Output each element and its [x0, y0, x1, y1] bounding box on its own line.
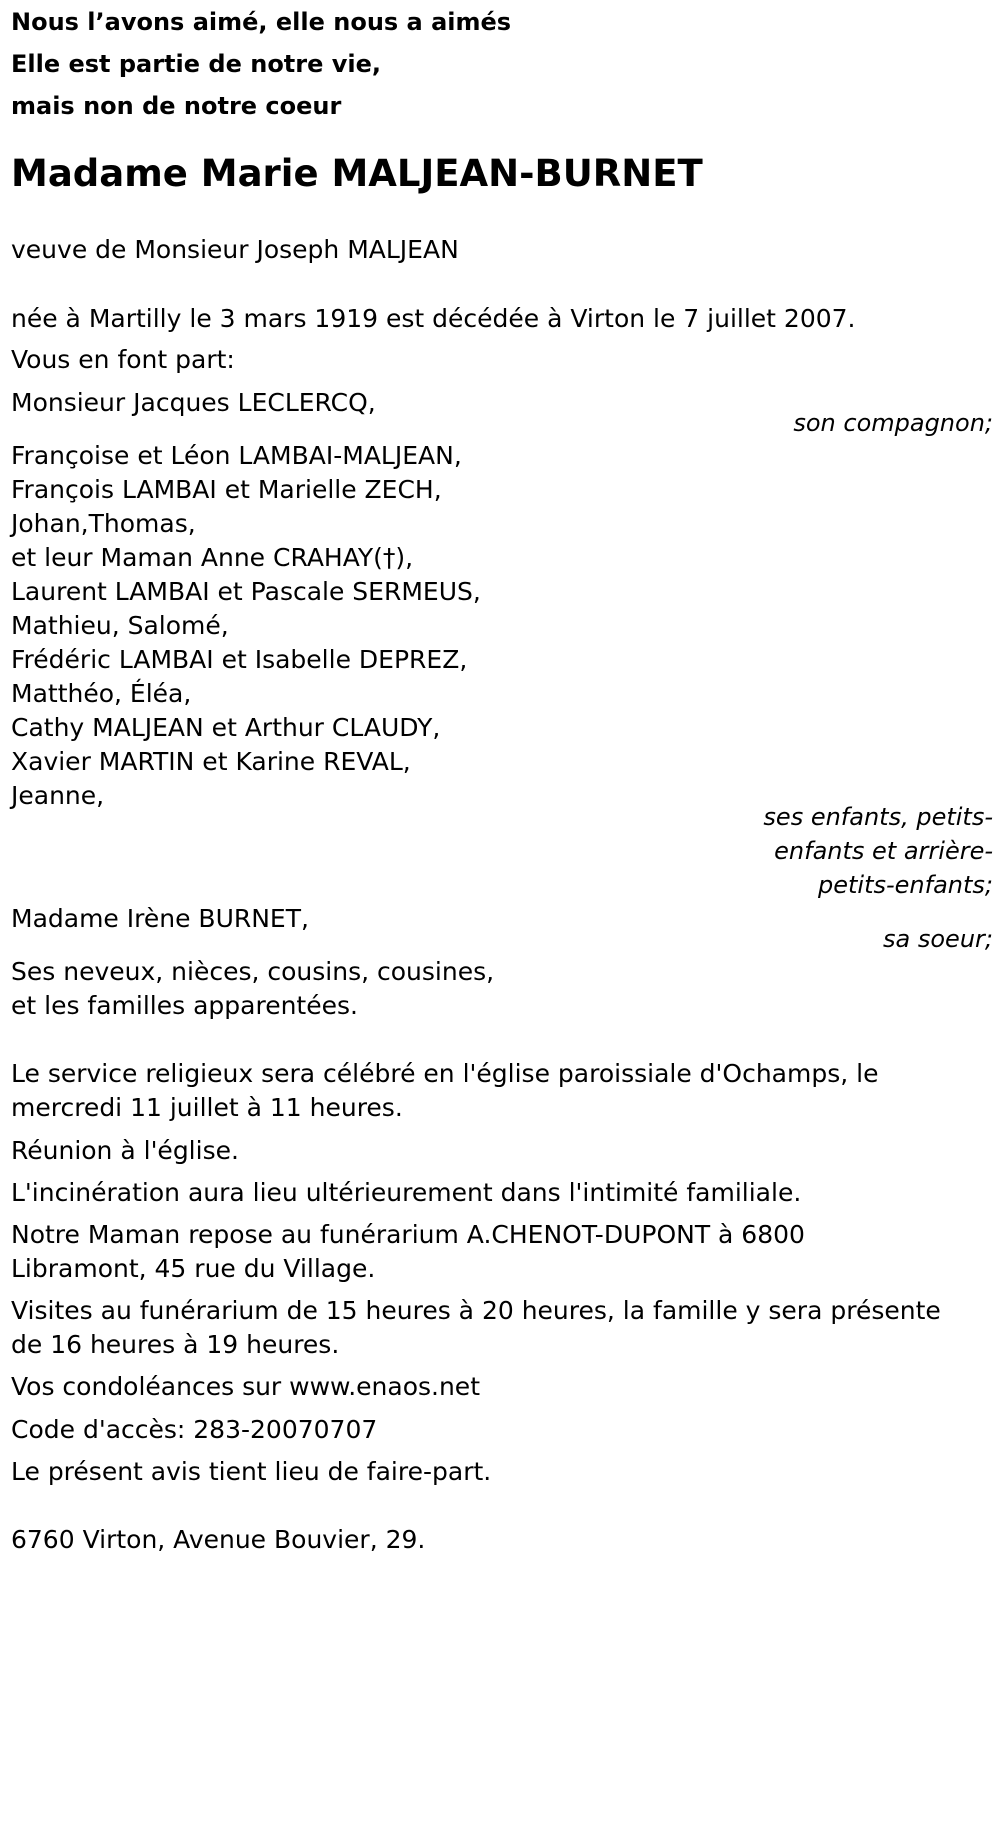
children-line: Laurent LAMBAI et Pascale SERMEUS, [11, 577, 481, 606]
children-line: Jeanne, [11, 781, 105, 810]
children-line: Xavier MARTIN et Karine REVAL, [11, 747, 411, 776]
epigraph-line-1: Nous l’avons aimé, elle nous a aimés [11, 8, 512, 36]
service-line-1: Le service religieux sera célébré en l'église paroissiale d'Ochamps, le [11, 1059, 879, 1088]
companion-name: Monsieur Jacques LECLERCQ, [11, 388, 376, 417]
companion-relation: son compagnon; [793, 409, 993, 437]
service-line-2: mercredi 11 juillet à 11 heures. [11, 1093, 403, 1122]
funeral-home-line-2: Libramont, 45 rue du Village. [11, 1254, 376, 1283]
epigraph-line-3: mais non de notre coeur [11, 92, 342, 120]
children-relation-line: ses enfants, petits- [763, 803, 993, 831]
deceased-name: Madame Marie MALJEAN-BURNET [11, 152, 703, 195]
funeral-home-line-1: Notre Maman repose au funérarium A.CHENOT-DUPONT à 6800 [11, 1220, 805, 1249]
meeting-line: Réunion à l'église. [11, 1136, 239, 1165]
access-code-line: Code d'accès: 283-20070707 [11, 1415, 378, 1444]
children-line: et leur Maman Anne CRAHAY(†), [11, 543, 414, 572]
epigraph-line-2: Elle est partie de notre vie, [11, 50, 382, 78]
condolences-line: Vos condoléances sur www.enaos.net [11, 1372, 480, 1401]
birth-death-line: née à Martilly le 3 mars 1919 est décédée à Virton le 7 juillet 2007. [11, 304, 856, 333]
children-line: François LAMBAI et Marielle ZECH, [11, 475, 442, 504]
widow-of-line: veuve de Monsieur Joseph MALJEAN [11, 235, 459, 264]
children-relation-line: petits-enfants; [818, 871, 993, 899]
address-line: 6760 Virton, Avenue Bouvier, 29. [11, 1525, 426, 1554]
announcement-intro: Vous en font part: [11, 345, 235, 374]
visits-line-2: de 16 heures à 19 heures. [11, 1330, 340, 1359]
children-relation-line: enfants et arrière- [774, 837, 993, 865]
children-line: Johan,Thomas, [11, 509, 196, 538]
children-line: Cathy MALJEAN et Arthur CLAUDY, [11, 713, 441, 742]
children-line: Frédéric LAMBAI et Isabelle DEPREZ, [11, 645, 468, 674]
notice-line: Le présent avis tient lieu de faire-part. [11, 1457, 492, 1486]
sister-relation: sa soeur; [883, 925, 993, 953]
other-relatives-line: Ses neveux, nièces, cousins, cousines, [11, 957, 495, 986]
other-relatives-line: et les familles apparentées. [11, 991, 358, 1020]
visits-line-1: Visites au funérarium de 15 heures à 20 heures, la famille y sera présente [11, 1296, 941, 1325]
sister-name: Madame Irène BURNET, [11, 904, 309, 933]
children-line: Françoise et Léon LAMBAI-MALJEAN, [11, 441, 462, 470]
children-line: Mathieu, Salomé, [11, 611, 229, 640]
cremation-line: L'incinération aura lieu ultérieurement dans l'intimité familiale. [11, 1178, 802, 1207]
children-line: Matthéo, Éléa, [11, 679, 192, 708]
